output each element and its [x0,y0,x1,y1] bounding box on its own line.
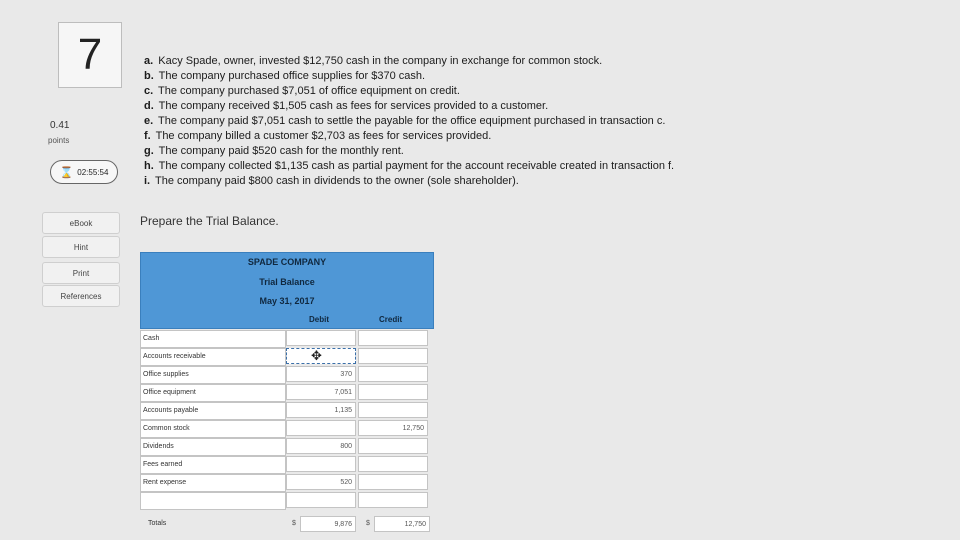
credit-input[interactable] [358,330,428,346]
print-button[interactable]: Print [42,262,120,284]
credit-input[interactable]: 12,750 [358,420,428,436]
table-row [140,438,432,456]
table-row [140,456,432,474]
account-name: Rent expense [140,474,286,492]
credit-input[interactable] [358,384,428,400]
credit-input[interactable] [358,348,428,364]
totals-label: Totals [148,520,167,527]
account-name: Accounts payable [140,402,286,420]
question-line: c. The company purchased $7,051 of office equipment on credit. [144,85,460,97]
credit-currency: $ [366,520,370,527]
prepare-prompt: Prepare the Trial Balance. [140,214,279,228]
debit-input[interactable] [286,492,356,508]
credit-header: Credit [379,315,403,324]
hourglass-icon: ⌛ [59,166,74,179]
question-line: f. The company billed a customer $2,703 as fees for services provided. [144,130,492,142]
statement-date: May 31, 2017 [259,296,315,306]
account-name: Common stock [140,420,286,438]
totals-row [140,516,432,534]
account-name: Fees earned [140,456,286,474]
debit-input[interactable] [286,420,356,436]
credit-input[interactable] [358,492,428,508]
table-row [140,330,432,348]
credit-input[interactable] [358,474,428,490]
table-row [140,402,432,420]
ebook-button[interactable]: eBook [42,212,120,234]
move-cursor-icon: ✥ [311,348,322,363]
account-name: Dividends [140,438,286,456]
question-line: e. The company paid $7,051 cash to settle the payable for the office equipment purchased in transaction c. [144,115,666,127]
question-line: g. The company paid $520 cash for the monthly rent. [144,145,404,157]
credit-total: 12,750 [374,516,430,532]
account-name: Accounts receivable [140,348,286,366]
debit-header: Debit [309,315,329,324]
account-name [140,492,286,510]
question-line: i. The company paid $800 cash in dividends to the owner (sole shareholder). [144,175,519,187]
account-name: Office supplies [140,366,286,384]
question-line: h. The company collected $1,135 cash as partial payment for the account receivable created in transaction f. [144,160,675,172]
timer [50,160,118,184]
account-name: Office equipment [140,384,286,402]
column-headers [140,312,434,329]
debit-input[interactable] [286,456,356,472]
debit-input[interactable]: 7,051 [286,384,356,400]
points-value: 0.41 [50,120,70,131]
debit-input[interactable] [286,348,356,364]
hint-button[interactable]: Hint [42,236,120,258]
statement-title: Trial Balance [259,277,315,287]
debit-total: 9,876 [300,516,356,532]
credit-input[interactable] [358,402,428,418]
references-button[interactable]: References [42,285,120,307]
points-label: points [48,136,70,145]
table-row [140,474,432,492]
credit-input[interactable] [358,366,428,382]
timer-text: 02:55:54 [77,167,109,177]
question-line: d. The company received $1,505 cash as fees for services provided to a customer. [144,100,549,112]
table-row [140,348,432,366]
trial-balance-header [140,252,434,314]
blank-row [140,492,432,510]
question-line: a. Kacy Spade, owner, invested $12,750 cash in the company in exchange for common stock. [144,55,603,67]
debit-input[interactable]: 520 [286,474,356,490]
debit-input[interactable]: 1,135 [286,402,356,418]
debit-input[interactable]: 370 [286,366,356,382]
table-row [140,366,432,384]
credit-input[interactable] [358,438,428,454]
question-line: b. The company purchased office supplies for $370 cash. [144,70,426,82]
question-text [144,54,804,189]
table-row [140,420,432,438]
debit-input[interactable] [286,330,356,346]
credit-input[interactable] [358,456,428,472]
account-name: Cash [140,330,286,348]
question-number: 7 [58,22,122,88]
table-row [140,384,432,402]
company-name: SPADE COMPANY [247,257,327,267]
debit-input[interactable]: 800 [286,438,356,454]
debit-currency: $ [292,520,296,527]
